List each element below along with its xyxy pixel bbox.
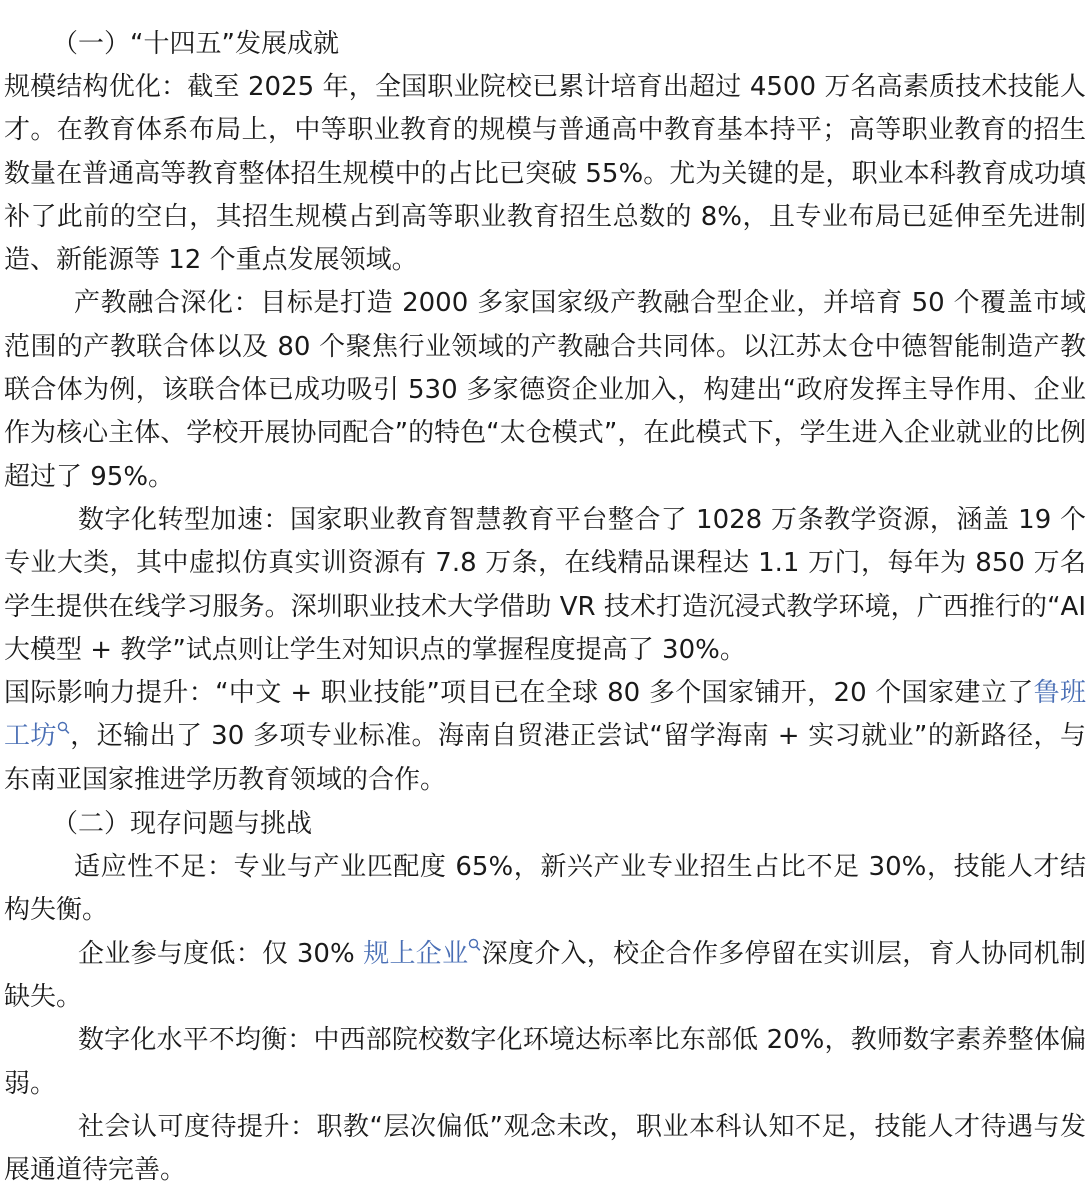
paragraph-international-influence [4, 672, 1086, 802]
paragraph-title: 数字化转型加速： [78, 504, 290, 535]
paragraph-title: 企业参与度低： [78, 938, 263, 969]
paragraph-title: 适应性不足： [74, 852, 234, 883]
paragraph-text: 国家职业教育智慧教育平台整合了 1028 万条教学资源，涵盖 19 个专业大类，其中虚拟仿真实训资源有 7.8 万条，在线精品课程达 1.1 万门，每年为 850 万名学生提供在线学习服务。深圳职业技术大学借助 VR 技术打造沉浸式教学环境，广西推行的“AI 大模型 + 教学”试点则让学生对知识点的掌握程度提高了 30%。 [4, 504, 1086, 665]
paragraph-title: 规模结构优化： [4, 72, 188, 102]
search-icon[interactable] [468, 938, 481, 952]
paragraph-text: 专业与产业匹配度 65%，新兴产业专业招生占比不足 30%，技能人才结构失衡。 [4, 852, 1086, 926]
paragraph-title: 国际影响力提升： [4, 678, 216, 709]
large-enterprises-link[interactable]: 规上企业 [363, 938, 469, 969]
paragraph-text: 仅 30% [262, 938, 364, 969]
section-heading-achievements: （一）“十四五”发展成就 [52, 29, 339, 59]
paragraph-enterprise-participation [4, 933, 1086, 1020]
section-heading-challenges: （二）现存问题与挑战 [52, 809, 313, 840]
paragraph-social-recognition [4, 1106, 1086, 1193]
paragraph-digital-transformation [4, 499, 1086, 672]
paragraph-title: 社会认可度待提升： [78, 1111, 317, 1142]
luban-workshop-link[interactable]: 鲁班工坊 [4, 678, 1086, 752]
paragraph-digital-imbalance [4, 1019, 1086, 1106]
paragraph-scale-structure [4, 66, 1086, 282]
paragraph-text: “中文 + 职业技能”项目已在全球 80 多个国家铺开，20 个国家建立了 [215, 678, 1034, 709]
paragraph-text: 职教“层次偏低”观念未改，职业本科认知不足，技能人才待遇与发展通道待完善。 [4, 1111, 1086, 1186]
paragraph-title: 数字化水平不均衡： [78, 1025, 314, 1056]
paragraph-text: 截至 2025 年，全国职业院校已累计培育出超过 4500 万名高素质技术技能人才。在教育体系布局上，中等职业教育的规模与普通高中教育基本持平；高等职业教育的招生数量在普通高等教育整体招生规模中的占比已突破 55%。尤为关键的是，职业本科教育成功填补了此前的空白，其招生规模占到高等职业教育招生总数的 8%，且专业布局已延伸至先进制造、新能源等 12 个重点发展领域。 [4, 72, 1086, 276]
paragraph-adaptability [4, 846, 1086, 933]
paragraph-title: 产教融合深化： [74, 288, 261, 319]
paragraph-text-continued: ，还输出了 30 多项专业标准。海南自贸港正尝试“留学海南 + 实习就业”的新路径，与东南亚国家推进学历教育领域的合作。 [4, 721, 1086, 795]
paragraph-text-continued: 深度介入，校企合作多停留在实训层，育人协同机制缺失。 [4, 938, 1086, 1012]
paragraph-text: 中西部院校数字化环境达标率比东部低 20%，教师数字素养整体偏弱。 [4, 1025, 1086, 1099]
search-icon[interactable] [57, 721, 70, 735]
paragraph-text: 目标是打造 2000 多家国家级产教融合型企业，并培育 50 个覆盖市域范围的产教联合体以及 80 个聚焦行业领域的产教融合共同体。以江苏太仓中德智能制造产教联合体为例，该联合体已成功吸引 530 多家德资企业加入，构建出“政府发挥主导作用、企业作为核心主体、学校开展协同配合”的特色“太仓模式”，在此模式下，学生进入企业就业的比例超过了 95%。 [4, 288, 1086, 492]
paragraph-industry-education [4, 282, 1086, 498]
